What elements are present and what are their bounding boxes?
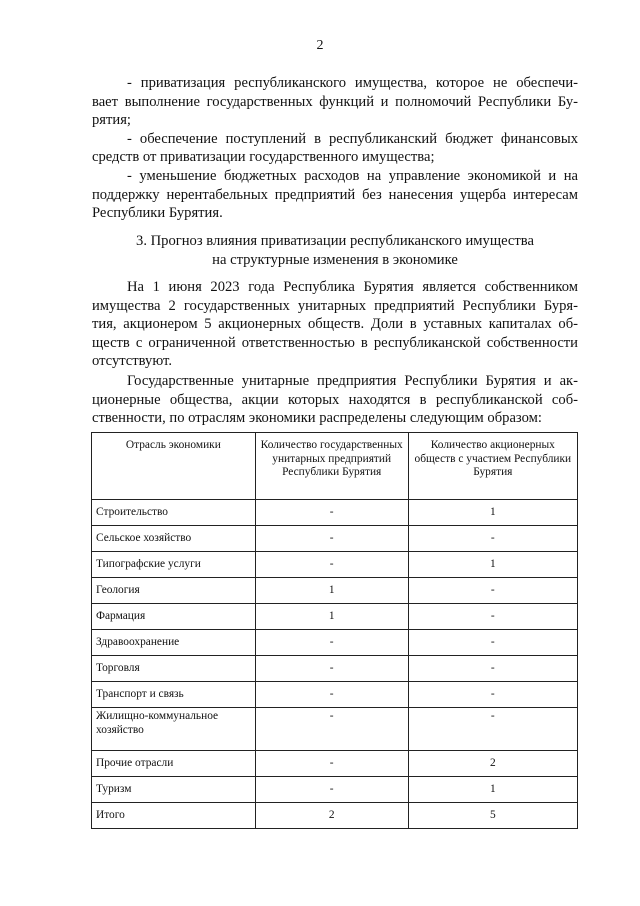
cell-sector: Туризм [92,777,256,803]
header-sector: Отрасль экономики [92,433,256,500]
cell-ao: - [408,656,577,682]
cell-gup: 1 [255,578,408,604]
cell-ao: 2 [408,751,577,777]
text-line: - приватизация республиканского имущества, которое не обеспечи- [127,75,578,91]
table-row [92,630,578,656]
table-row [92,500,578,526]
table-header-row [92,433,578,500]
page-number: 2 [316,38,324,53]
cell-sector: Сельское хозяйство [92,526,256,552]
text-line: ществ с ограниченной ответственностью в республиканской собственности [92,334,578,351]
text-line: рятия; [92,112,131,129]
cell-ao: - [408,630,577,656]
text-line: отсутствуют. [92,353,172,370]
paragraph-distribution [92,372,578,428]
cell-sector: Типографские услуги [92,552,256,578]
cell-sector: Итого [92,803,256,829]
text-line: средств от приватизации государственного имущества; [92,149,435,166]
sector-table [91,432,578,829]
cell-sector: Транспорт и связь [92,682,256,708]
paragraph-ownership [92,278,578,371]
cell-gup: - [255,777,408,803]
cell-gup: - [255,682,408,708]
text-line: ционерные общества, акции которых находятся в республиканской соб- [92,391,578,408]
cell-ao: - [408,578,577,604]
cell-sector: Строительство [92,500,256,526]
cell-sector: Фармация [92,604,256,630]
table-row [92,526,578,552]
cell-gup: - [255,526,408,552]
cell-sector: Жилищно-коммунальное хозяйство [92,708,256,751]
section-heading [92,232,578,269]
text-line: вает выполнение государственных функций и полномочий Республики Бу- [92,93,578,110]
text-line: тия, акционером 5 акционерных обществ. Доли в уставных капиталах об- [92,316,578,333]
text-line: поддержку нерентабельных предприятий без нанесения ущерба интересам [92,186,578,203]
section-heading-line: на структурные изменения в экономике [212,251,458,268]
text-line: Государственные унитарные предприятия Республики Бурятия и ак- [127,373,578,389]
list-item-privatization [92,74,578,130]
cell-gup: 1 [255,604,408,630]
cell-gup: - [255,708,408,751]
table-row [92,777,578,803]
cell-gup: - [255,751,408,777]
cell-ao: - [408,604,577,630]
cell-ao: 1 [408,500,577,526]
text-line: - обеспечение поступлений в республиканский бюджет финансовых [127,130,578,147]
table-row [92,708,578,751]
cell-gup: - [255,656,408,682]
text-line: На 1 июня 2023 года Республика Бурятия является собственником [127,279,578,295]
table-row [92,578,578,604]
header-ao-count: Количество акционерных обществ с участием Республики Бурятия [408,433,577,500]
header-gup-count: Количество государственных унитарных предприятий Республики Бурятия [255,433,408,500]
cell-sector: Геология [92,578,256,604]
list-item-budget-revenue [92,130,578,167]
cell-ao: - [408,682,577,708]
table-total-row [92,803,578,829]
cell-ao: 1 [408,777,577,803]
table-row [92,682,578,708]
cell-sector: Торговля [92,656,256,682]
table-row [92,656,578,682]
cell-gup: - [255,552,408,578]
cell-gup: - [255,630,408,656]
table-row [92,552,578,578]
cell-ao: - [408,526,577,552]
list-item-expense-reduction [92,167,578,223]
table-row [92,604,578,630]
cell-gup: 2 [255,803,408,829]
cell-sector: Прочие отрасли [92,751,256,777]
cell-ao: 5 [408,803,577,829]
cell-ao: 1 [408,552,577,578]
text-line: - уменьшение бюджетных расходов на управление экономикой и на [127,168,578,184]
table-row [92,751,578,777]
text-line: ственности, по отраслям экономики распределены следующим образом: [92,410,542,427]
cell-ao: - [408,708,577,751]
cell-sector: Здравоохранение [92,630,256,656]
text-line: имущества 2 государственных унитарных предприятий Республики Буря- [92,297,578,314]
cell-gup: - [255,500,408,526]
section-heading-line: 3. Прогноз влияния приватизации республиканского имущества [136,233,534,249]
text-line: Республики Бурятия. [92,205,223,222]
